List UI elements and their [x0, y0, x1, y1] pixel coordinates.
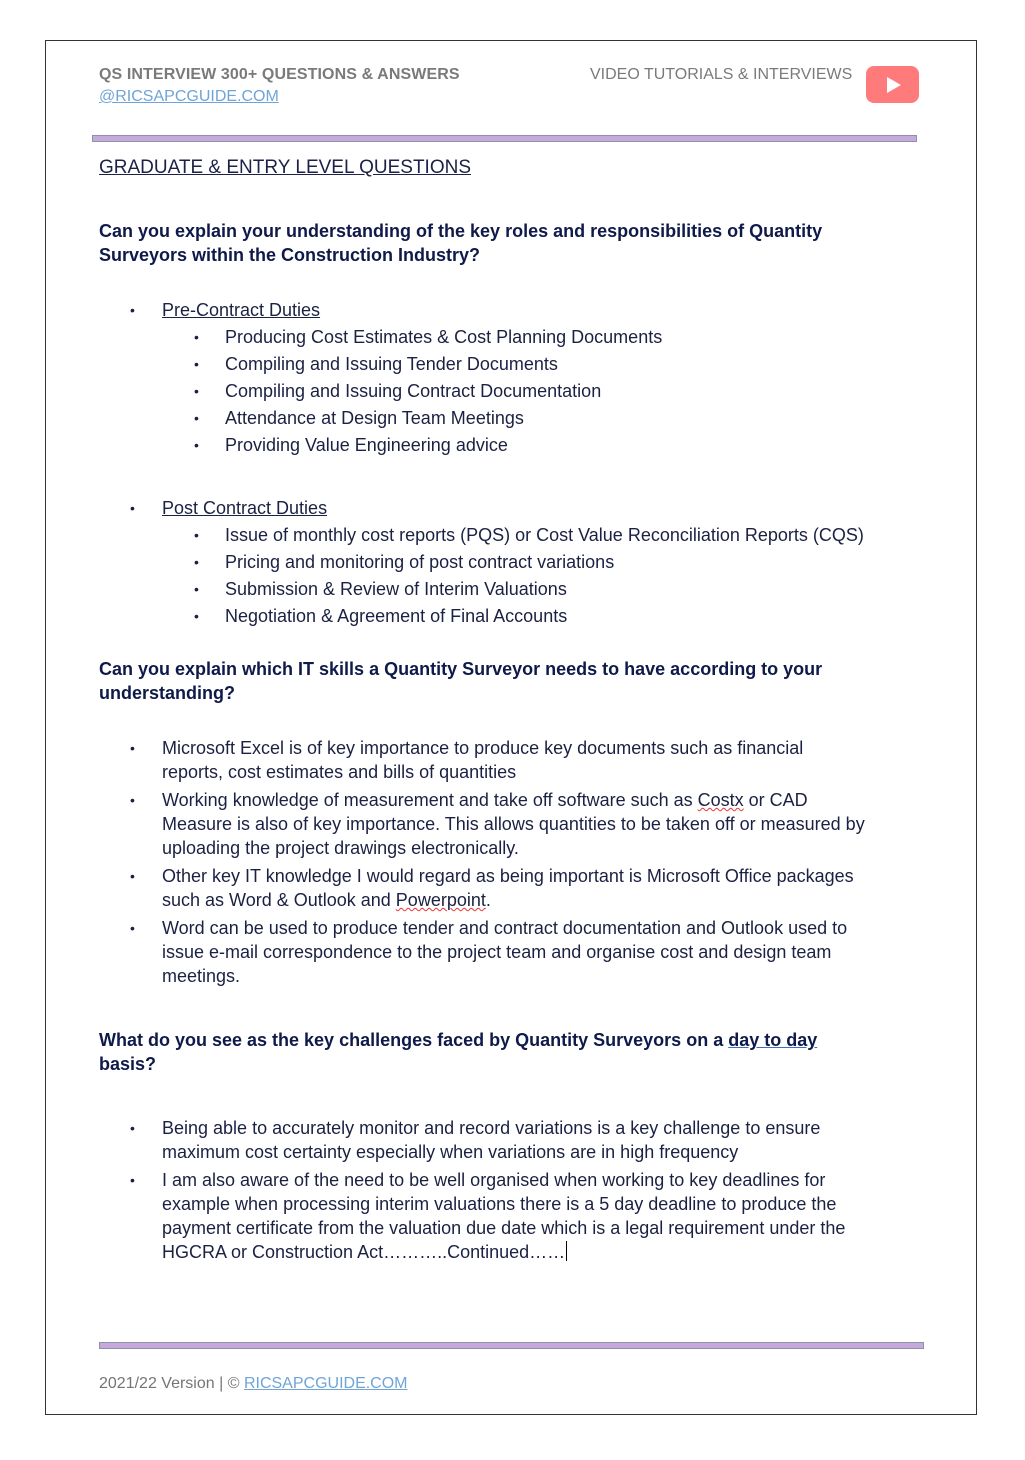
list-item: • Submission & Review of Interim Valuations	[99, 577, 869, 601]
list-item	[99, 864, 869, 912]
question-1: Can you explain your understanding of the key roles and responsibilities of Quantity Surveyors within the Construction Industry?	[99, 221, 823, 265]
list-item: • Issue of monthly cost reports (PQS) or Cost Value Reconciliation Reports (CQS)	[99, 523, 869, 547]
answer-text: Word can be used to produce tender and contract documentation and Outlook used to issue e-mail correspondence to the project team and organise cost and design team meetings.	[162, 918, 848, 986]
answer-text: I am also aware of the need to be well organised when working to key deadlines for example when processing interim valuations there is a 5 day deadline to produce the payment certificate from the valuation due date which is a legal requirement under the HGCRA or Construction Act………..Continued……	[162, 1170, 846, 1262]
list-item: • Compiling and Issuing Tender Documents	[99, 352, 869, 376]
list-item: • Producing Cost Estimates & Cost Planning Documents	[99, 325, 869, 349]
header-divider	[92, 135, 917, 142]
answer-text: Other key IT knowledge I would regard as being important is Microsoft Office packages such as Word & Outlook and	[162, 866, 854, 910]
question-3-underlined-text: day to day	[728, 1030, 818, 1050]
post-contract-items	[162, 523, 869, 628]
answer-text: Working knowledge of measurement and take off software such as	[162, 790, 698, 810]
footer	[99, 1373, 408, 1395]
spellcheck-flagged-word[interactable]: Powerpoint	[395, 890, 486, 910]
list-item: • Pricing and monitoring of post contract variations	[99, 550, 869, 574]
document-body	[99, 155, 869, 1264]
spellcheck-flagged-word[interactable]: Costx	[697, 790, 744, 810]
answer-text: Microsoft Excel is of key importance to produce key documents such as financial reports, cost estimates and bills of quantities	[162, 738, 804, 782]
text-cursor	[566, 1241, 567, 1261]
list-item	[99, 736, 869, 784]
group-label-post-contract: Post Contract Duties	[162, 498, 328, 518]
answer-text: .	[485, 890, 491, 910]
header-title: QS INTERVIEW 300+ QUESTIONS & ANSWERS	[99, 66, 460, 83]
list-item: • Being able to accurately monitor and record variations is a key challenge to ensure maximum cost certainty especially when variations are in high frequency	[99, 1116, 869, 1164]
list-item: • Negotiation & Agreement of Final Accounts	[99, 604, 869, 628]
header-video-label: VIDEO TUTORIALS & INTERVIEWS	[590, 66, 853, 83]
list-item	[99, 298, 869, 457]
footer-divider	[99, 1342, 924, 1349]
question-3	[99, 1028, 869, 1076]
list-item: • Providing Value Engineering advice	[99, 433, 869, 457]
question-3-text-end: basis?	[99, 1054, 157, 1074]
section-title: GRADUATE & ENTRY LEVEL QUESTIONS	[99, 157, 472, 178]
youtube-play-icon[interactable]	[866, 66, 919, 103]
list-item	[99, 916, 869, 988]
question-2-answer-list	[99, 736, 869, 988]
list-item	[99, 1168, 869, 1264]
list-item	[99, 496, 869, 628]
list-item: • Compiling and Issuing Contract Documentation	[99, 379, 869, 403]
group-label-pre-contract: Pre-Contract Duties	[162, 300, 321, 320]
question-3-answer-list	[99, 1116, 869, 1264]
header-left	[99, 64, 460, 108]
list-item	[99, 788, 869, 860]
footer-website-link[interactable]: RICSAPCGUIDE.COM	[243, 1375, 408, 1392]
answer-text: or CAD Measure is also of key importance. This allows quantities to be taken off or measured by uploading the project drawings electronically.	[162, 790, 865, 858]
list-item: • Attendance at Design Team Meetings	[99, 406, 869, 430]
pre-contract-items	[162, 325, 869, 457]
question-3-text: What do you see as the key challenges faced by Quantity Surveyors on a	[99, 1030, 729, 1050]
question-1-answer-list	[99, 298, 869, 628]
footer-version: 2021/22 Version | ©	[99, 1375, 244, 1392]
header-website-link[interactable]: @RICSAPCGUIDE.COM	[99, 88, 279, 105]
question-2: Can you explain which IT skills a Quantity Surveyor needs to have according to your understanding?	[99, 659, 823, 703]
